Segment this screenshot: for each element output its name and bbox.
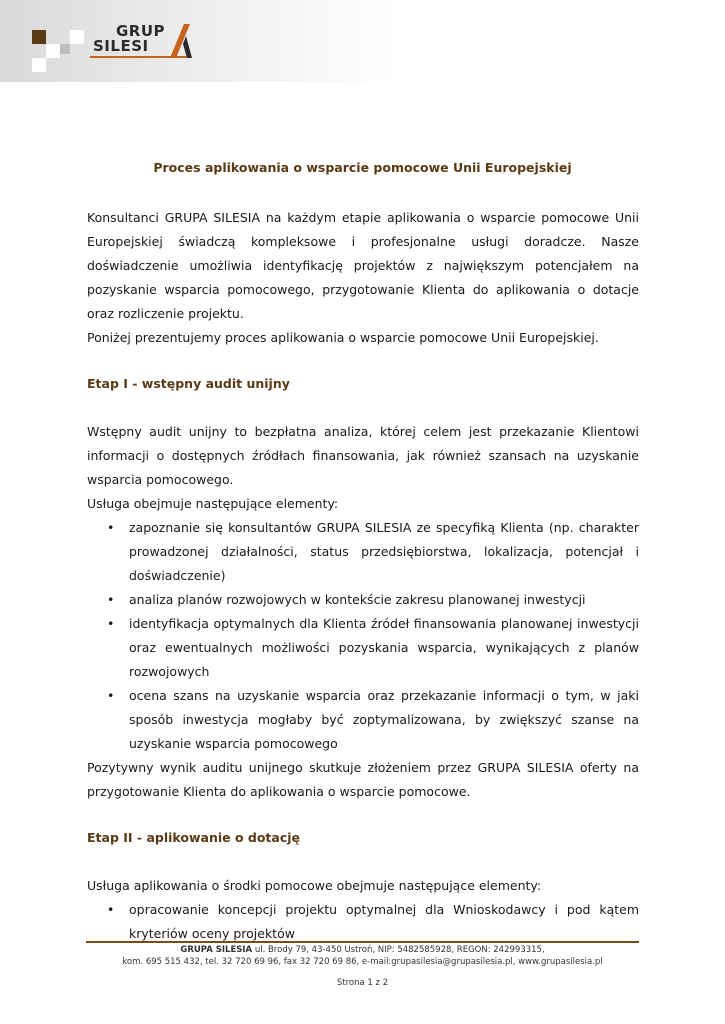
document-body	[87, 206, 639, 946]
stage2-paragraph: Usługa aplikowania o środki pomocowe obejmuje następujące elementy:	[87, 878, 542, 893]
footer-divider	[86, 941, 639, 943]
page-number: Strona 1 z 2	[336, 978, 389, 988]
company-logo	[90, 22, 200, 60]
decor-square-light	[46, 44, 60, 58]
decor-square-gray	[60, 44, 70, 54]
section-heading-stage1: Etap I - wstępny audit unijny	[87, 376, 290, 391]
stage1-paragraph: Pozytywny wynik auditu unijnego skutkuje złożeniem przez GRUPA SILESIA oferty na przygotowanie Klienta do aplikowania o wsparcie pomocowe.	[87, 760, 639, 799]
bullet-icon: •	[107, 688, 115, 703]
list-item: • opracowanie koncepcji projektu optymalnej dla Wnioskodawcy i pod kątem kryteriów oceny projektów	[87, 898, 639, 946]
footer	[0, 944, 725, 968]
decor-square-light	[70, 30, 84, 44]
stage1-list	[87, 516, 639, 756]
footer-contact: kom. 695 515 432, tel. 32 720 69 96, fax 32 720 69 86, e-mail:grupasilesia@grupasilesia.pl, www.grupasilesia.pl	[122, 957, 603, 967]
footer-company: GRUPA SILESIA	[180, 945, 253, 955]
decor-square-dark	[32, 30, 46, 44]
list-item: • identyfikacja optymalnych dla Klienta źródeł finansowania planowanej inwestycji oraz ewentualnych możliwości pozyskania wsparcia, wynikających z planów rozwojowych	[87, 612, 639, 684]
list-item: • analiza planów rozwojowych w kontekście zakresu planowanej inwestycji	[87, 588, 639, 612]
footer-address: ul. Brody 79, 43-450 Ustroń, NIP: 5482585928, REGON: 242993315,	[252, 945, 545, 955]
logo-text-line2: SILESI	[93, 37, 149, 55]
list-item: • ocena szans na uzyskanie wsparcia oraz przekazanie informacji o tym, w jaki sposób inwestycja mogłaby być zoptymalizowana, by zwiększyć szanse na uzyskanie wsparcia pomocowego	[87, 684, 639, 756]
bullet-icon: •	[107, 592, 115, 607]
bullet-icon: •	[107, 902, 115, 917]
bullet-icon: •	[107, 520, 115, 535]
stage1-paragraph: Usługa obejmuje następujące elementy:	[87, 496, 339, 511]
intro-paragraph: Poniżej prezentujemy proces aplikowania o wsparcie pomocowe Unii Europejskiej.	[87, 330, 599, 345]
decor-square-light	[32, 58, 46, 72]
list-item: • zapoznanie się konsultantów GRUPA SILESIA ze specyfiką Klienta (np. charakter prowadzonej działalności, status przedsiębiorstwa, lokalizacja, potencjał i doświadczenie)	[87, 516, 639, 588]
bullet-icon: •	[107, 616, 115, 631]
section-heading-stage2: Etap II - aplikowanie o dotację	[87, 830, 301, 845]
intro-paragraph: Konsultanci GRUPA SILESIA na każdym etapie aplikowania o wsparcie pomocowe Unii Europejskiej świadczą kompleksowe i profesjonalne usługi doradcze. Nasze doświadczenie umożliwia identyfikację projektów z największym potencjałem na pozyskanie wsparcia pomocowego, przygotowanie Klienta do aplikowania o dotacje oraz rozliczenie projektu.	[87, 210, 639, 321]
logo-text-line1: GRUP	[116, 22, 166, 40]
logo-mark-icon	[168, 24, 196, 60]
document-title: Proces aplikowania o wsparcie pomocowe Unii Europejskiej	[153, 160, 572, 175]
stage1-paragraph: Wstępny audit unijny to bezpłatna analiza, której celem jest przekazanie Klientowi informacji o dostępnych źródłach finansowania, jak również szansach na uzyskanie wsparcia pomocowego.	[87, 424, 639, 487]
stage2-list	[87, 898, 639, 946]
